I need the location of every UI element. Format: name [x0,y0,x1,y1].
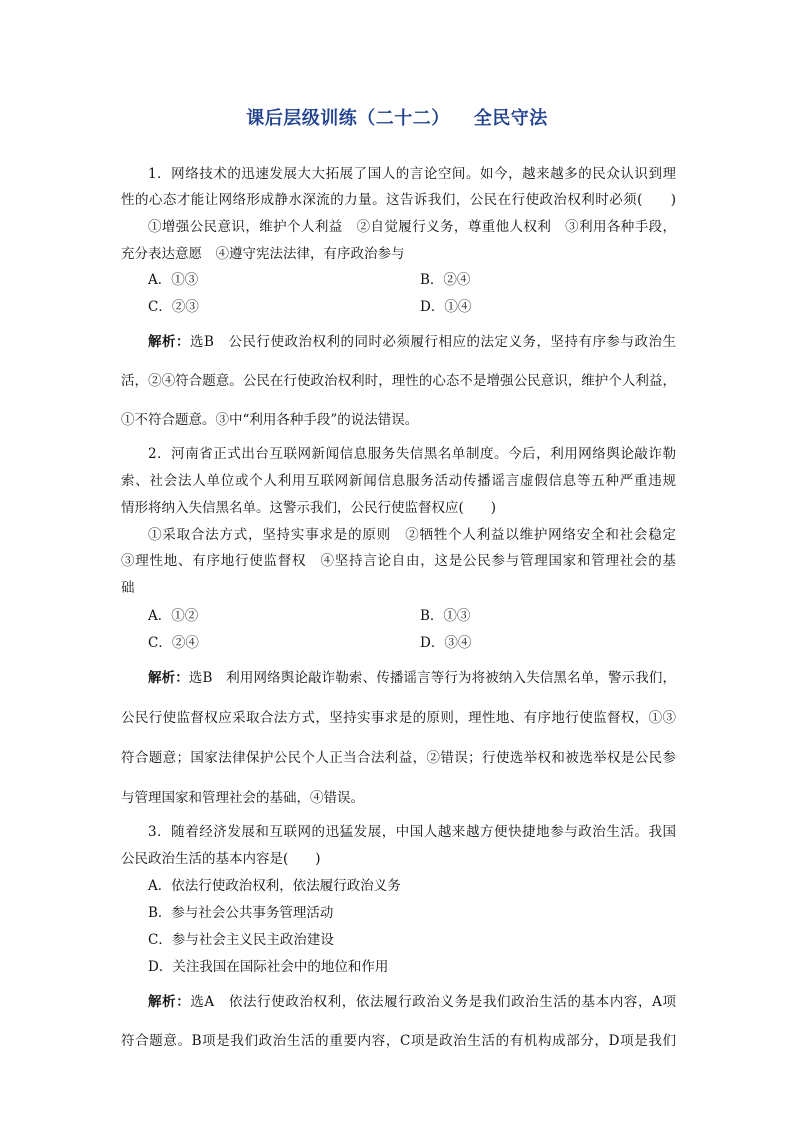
q3-analysis-text-1: 选A 依法行使政治权利，依法履行政治义务是我们政治生活的基本内容，A项 [190,994,677,1010]
q3-option-c: C．参与社会主义民主政治建设 [148,932,334,948]
q1-analysis-line-2: 活，②④符合题意。公民在行使政治权利时，理性的心态不是增强公民意识，维护个人利益， [121,373,676,389]
q2-analysis-line-3: 符合题意；国家法律保护公民个人正当合法利益，②错误；行使选举权和被选举权是公民参 [121,750,676,766]
q3-stem-line-1: 3．随着经济发展和互联网的迅猛发展，中国人越来越方便快捷地参与政治生活。我国 [148,824,676,840]
title-main: 课后层级训练（二十二） [246,108,450,129]
q1-analysis-text-1: 选B 公民行使政治权利的同时必须履行相应的法定义务，坚持有序参与政治生 [190,334,677,350]
q1-option-c: C．②③ [148,299,199,315]
q1-option-d: D．①④ [420,299,472,315]
q2-item-line-1: ①采取合法方式，坚持实事求是的原则 ②牺牲个人利益以维护网络安全和社会稳定 [148,527,676,543]
q2-stem-line-2: 索、社会法人单位或个人利用互联网新闻信息服务活动传播谣言虚假信息等五种严重违规 [121,473,676,489]
q1-item-line-2: 充分表达意愿 ④遵守宪法法律，有序政治参与 [121,246,405,262]
q3-analysis-line-2: 符合题意。B项是我们政治生活的重要内容，C项是政治生活的有机构成部分，D项是我们 [121,1033,676,1049]
q3-stem-line-2: 公民政治生活的基本内容是( ) [121,851,321,867]
q2-analysis-label: 解析： [148,670,189,686]
q2-option-b: B．①③ [420,608,471,624]
q3-option-d: D．关注我国在国际社会中的地位和作用 [148,959,389,975]
q2-stem-line-3: 情形将纳入失信黑名单。这警示我们，公民行使监督权应( ) [121,500,497,516]
q1-option-b: B．②④ [420,272,471,288]
q2-analysis-line-2: 公民行使监督权应采取合法方式，坚持实事求是的原则，理性地、有序地行使监督权，①③ [121,710,676,726]
page-title [0,104,794,130]
q1-stem-line-2: 性的心态才能让网络形成静水深流的力量。这告诉我们，公民在行使政治权利时必须( ) [121,192,676,208]
q2-analysis-text-1: 选B 利用网络舆论敲诈勒索、传播谣言等行为将被纳入失信黑名单，警示我们， [188,670,677,686]
q2-option-d: D．③④ [420,635,472,651]
q1-analysis-line-3: ①不符合题意。③中“利用各种手段”的说法错误。 [121,412,419,428]
title-topic: 全民守法 [473,108,548,129]
q2-analysis-line-4: 与管理国家和管理社会的基础，④错误。 [121,790,364,806]
q1-stem-line-1: 1．网络技术的迅速发展大大拓展了国人的言论空间。如今，越来越多的民众认识到理 [148,166,676,182]
q1-analysis-line-1 [148,332,676,352]
q2-stem-line-1: 2．河南省正式出台互联网新闻信息服务失信黑名单制度。今后，利用网络舆论敲诈勒 [148,446,676,462]
q2-option-c: C．②④ [148,635,199,651]
q1-option-a: A．①③ [148,272,199,288]
q2-analysis-line-1 [148,668,676,688]
q1-analysis-label: 解析： [148,334,191,350]
q2-option-a: A．①② [148,608,199,624]
q3-analysis-label: 解析： [148,994,191,1010]
q3-option-b: B．参与社会公共事务管理活动 [148,905,334,921]
q2-item-line-3: 础 [121,580,135,596]
q2-item-line-2: ③理性地、有序地行使监督权 ④坚持言论自由，这是公民参与管理国家和管理社会的基 [121,553,676,569]
q3-option-a: A．依法行使政治权利，依法履行政治义务 [148,878,401,894]
q1-item-line-1: ①增强公民意识，维护个人利益 ②自觉履行义务，尊重他人权利 ③利用各种手段， [148,219,676,235]
q3-analysis-line-1 [148,992,676,1012]
